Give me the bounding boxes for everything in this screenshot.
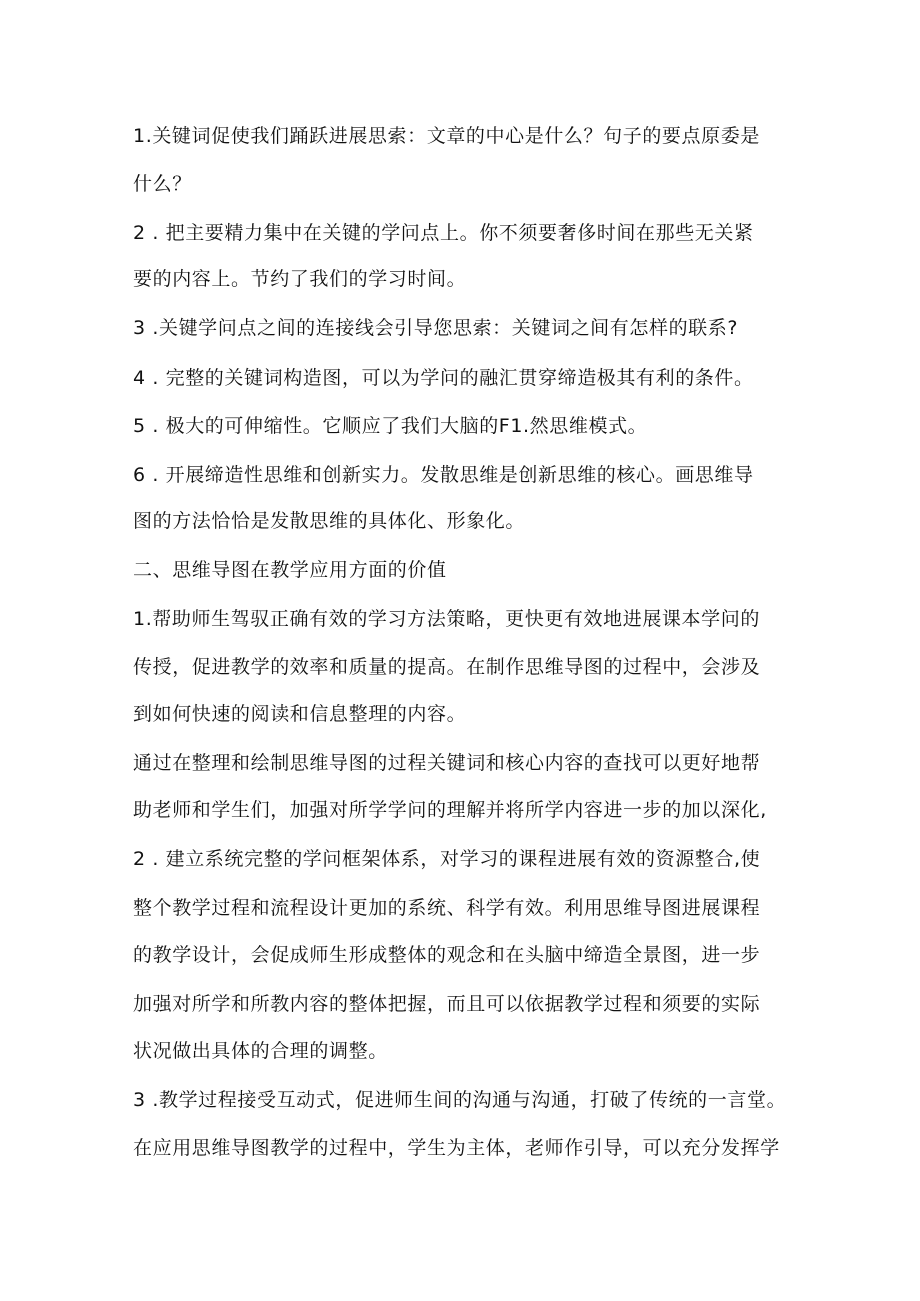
text-line: 要的内容上。节约了我们的学习时间。 — [133, 268, 467, 290]
text-line: 5 . 极大的可伸缩性。它顺应了我们大脑的F1.然思维模式。 — [133, 415, 648, 437]
text-line: 图的方法恰恰是发散思维的具体化、形象化。 — [133, 510, 526, 532]
text-line: 4 . 完整的关键词构造图，可以为学问的融汇贯穿缔造极其有利的条件。 — [133, 367, 754, 389]
text-line: 6 . 开展缔造性思维和创新实力。发散思维是创新思维的核心。画思维导 — [133, 464, 754, 486]
text-line: 3 .关键学问点之间的连接线会引导您思索：关键词之间有怎样的联系? — [133, 317, 739, 339]
text-line: 什么？ — [133, 173, 192, 195]
text-line: 1.关键词促使我们踊跃进展思索：文章的中心是什么？句子的要点原委是 — [133, 125, 760, 147]
text-line: 3 .教学过程接受互动式，促进师生间的沟通与沟通，打破了传统的一言堂。 — [133, 1089, 787, 1111]
text-line: 加强对所学和所教内容的整体把握，而且可以依据教学过程和须要的实际 — [133, 993, 761, 1015]
text-line: 状况做出具体的合理的调整。 — [133, 1040, 388, 1062]
text-line: 助老师和学生们，加强对所学学问的理解并将所学内容进一步的加以深化, — [133, 799, 767, 821]
text-line: 2 . 建立系统完整的学问框架体系，对学习的课程进展有效的资源整合,使 — [133, 848, 761, 870]
text-line: 在应用思维导图教学的过程中，学生为主体，老师作引导，可以充分发挥学 — [133, 1137, 780, 1159]
text-line: 的教学设计，会促成师生形成整体的观念和在头脑中缔造全景图，进一步 — [133, 944, 761, 966]
text-line: 到如何快速的阅读和信息整理的内容。 — [133, 703, 467, 725]
text-line: 2 . 把主要精力集中在关键的学问点上。你不须要奢侈时间在那些无关紧 — [133, 222, 754, 244]
text-line: 通过在整理和绘制思维导图的过程关键词和核心内容的查找可以更好地帮 — [133, 752, 761, 774]
text-line: 传授，促进教学的效率和质量的提高。在制作思维导图的过程中，会涉及 — [133, 656, 761, 678]
section-heading: 二、思维导图在教学应用方面的价值 — [133, 559, 447, 581]
text-line: 整个教学过程和流程设计更加的系统、科学有效。利用思维导图进展课程 — [133, 897, 761, 919]
text-line: 1.帮助师生驾驭正确有效的学习方法策略，更快更有效地进展课本学问的 — [133, 608, 760, 630]
